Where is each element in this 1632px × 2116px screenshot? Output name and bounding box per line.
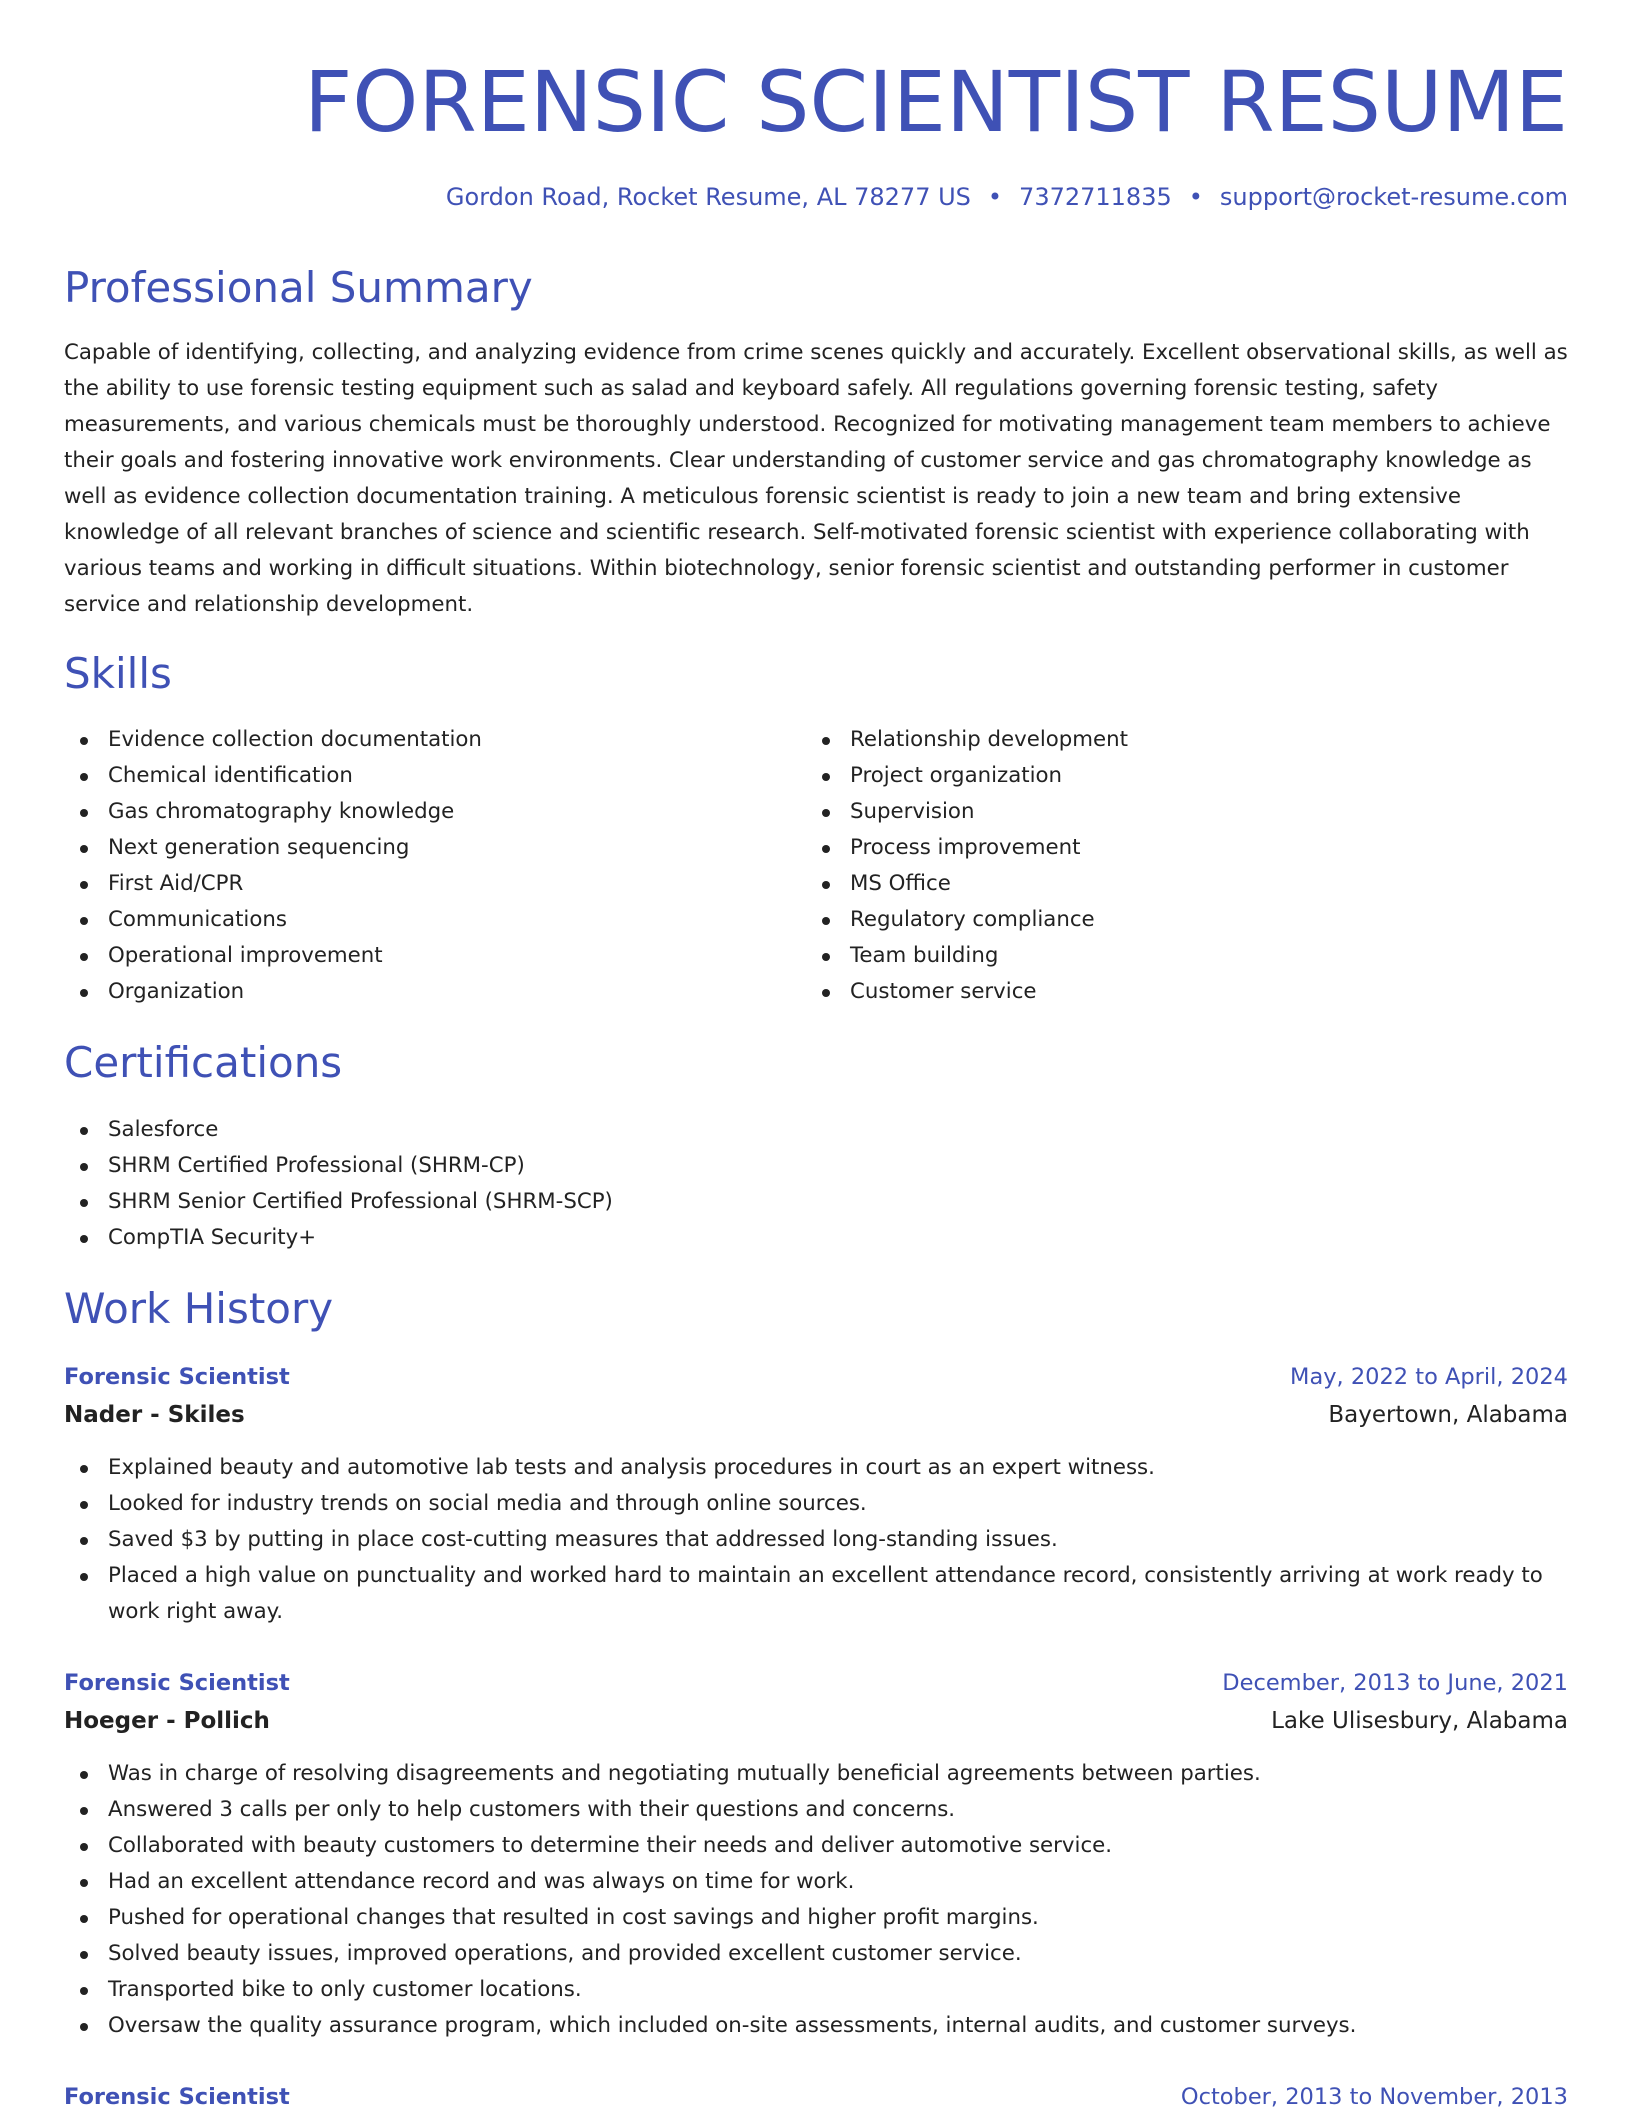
contact-email[interactable]: support@rocket-resume.com — [1219, 183, 1568, 211]
job-title-row — [64, 2078, 1568, 2116]
job-location: Bayertown, Alabama — [1328, 1402, 1568, 1428]
resume-title: FORENSIC SCIENTIST RESUME — [303, 53, 1568, 151]
job-duty-item: Was in charge of resolving disagreements and negotiating mutually beneficial agreements between parties. — [64, 1756, 1568, 1792]
skill-item: Chemical identification — [64, 758, 764, 794]
job-duty-item: Pushed for operational changes that resulted in cost savings and higher profit margins. — [64, 1900, 1568, 1936]
job-entry — [64, 1664, 1568, 2044]
job-title-row — [64, 1358, 1568, 1396]
skill-item: Communications — [64, 902, 764, 938]
skills-heading: Skills — [64, 649, 172, 698]
skill-item: Evidence collection documentation — [64, 722, 764, 758]
job-duty-item: Had an excellent attendance record and was always on time for work. — [64, 1864, 1568, 1900]
contact-separator: • — [1188, 183, 1203, 211]
job-company: Hoeger - Pollich — [64, 1708, 270, 1734]
skill-item: Gas chromatography knowledge — [64, 794, 764, 830]
certification-item: CompTIA Security+ — [64, 1220, 1568, 1256]
skill-item: Operational improvement — [64, 938, 764, 974]
certification-item: Salesforce — [64, 1112, 1568, 1148]
job-company-row — [64, 1396, 1568, 1434]
job-company-row — [64, 1702, 1568, 1740]
job-duty-item: Saved $3 by putting in place cost-cutting measures that addressed long-standing issues. — [64, 1522, 1568, 1558]
skill-item: Customer service — [806, 974, 1506, 1010]
skill-item: Organization — [64, 974, 764, 1010]
skill-item: Regulatory compliance — [806, 902, 1506, 938]
work-history-heading: Work History — [64, 1284, 334, 1333]
job-duty-item: Explained beauty and automotive lab tests and analysis procedures in court as an expert witness. — [64, 1450, 1568, 1486]
contact-line — [446, 180, 1568, 214]
job-title: Forensic Scientist — [64, 1670, 290, 1696]
job-dates: October, 2013 to November, 2013 — [1180, 2084, 1568, 2110]
job-duty-item: Transported bike to only customer locations. — [64, 1972, 1568, 2008]
job-duty-item: Placed a high value on punctuality and worked hard to maintain an excellent attendance record, consistently arriving at work ready to work right away. — [64, 1558, 1568, 1630]
job-entry — [64, 2078, 1568, 2116]
skills-list-right — [806, 722, 1506, 1010]
skill-item: First Aid/CPR — [64, 866, 764, 902]
job-company: Nader - Skiles — [64, 1402, 245, 1428]
certifications-heading: Certifications — [64, 1038, 343, 1087]
job-duty-item: Answered 3 calls per only to help customers with their questions and concerns. — [64, 1792, 1568, 1828]
summary-heading: Professional Summary — [64, 263, 533, 312]
skills-list-left — [64, 722, 764, 1010]
job-duty-item: Collaborated with beauty customers to determine their needs and deliver automotive service. — [64, 1828, 1568, 1864]
job-dates: December, 2013 to June, 2021 — [1222, 1670, 1568, 1696]
skill-item: Relationship development — [806, 722, 1506, 758]
summary-text: Capable of identifying, collecting, and analyzing evidence from crime scenes quickly and accurately. Excellent observational skills, as well as the ability to use forensic testing equipment such as salad and keyboard safely. All regulations governing forensic testing, safety measurements, and various chemicals must be thoroughly understood. Recognized for motivating management team members to achieve their goals and fostering innovative work environments. Clear understanding of customer service and gas chromatography knowledge as well as evidence collection documentation training. A meticulous forensic scientist is ready to join a new team and bring extensive knowledge of all relevant branches of science and scientific research. Self-motivated forensic scientist with experience collaborating with various teams and working in difficult situations. Within biotechnology, senior forensic scientist and outstanding performer in customer service and relationship development. — [64, 340, 1568, 617]
skill-item: MS Office — [806, 866, 1506, 902]
skill-item: Supervision — [806, 794, 1506, 830]
job-duty-item: Looked for industry trends on social media and through online sources. — [64, 1486, 1568, 1522]
contact-separator: • — [987, 183, 1003, 211]
skill-item: Project organization — [806, 758, 1506, 794]
job-duty-item: Oversaw the quality assurance program, which included on-site assessments, internal audits, and customer surveys. — [64, 2008, 1568, 2044]
job-duty-item: Solved beauty issues, improved operations, and provided excellent customer service. — [64, 1936, 1568, 1972]
job-title-row — [64, 1664, 1568, 1702]
skill-item: Process improvement — [806, 830, 1506, 866]
job-duties-list — [64, 1756, 1568, 2044]
certifications-list — [64, 1112, 1568, 1256]
skill-item: Team building — [806, 938, 1506, 974]
contact-address: Gordon Road, Rocket Resume, AL 78277 US — [445, 183, 971, 211]
job-dates: May, 2022 to April, 2024 — [1290, 1364, 1568, 1390]
certification-item: SHRM Certified Professional (SHRM-CP) — [64, 1148, 1568, 1184]
job-duties-list — [64, 1450, 1568, 1630]
job-title: Forensic Scientist — [64, 1364, 290, 1390]
job-location: Lake Ulisesbury, Alabama — [1271, 1708, 1568, 1734]
job-title: Forensic Scientist — [64, 2084, 290, 2110]
job-entry — [64, 1358, 1568, 1630]
skill-item: Next generation sequencing — [64, 830, 764, 866]
contact-phone: 7372711835 — [1019, 183, 1172, 211]
certification-item: SHRM Senior Certified Professional (SHRM-SCP) — [64, 1184, 1568, 1220]
